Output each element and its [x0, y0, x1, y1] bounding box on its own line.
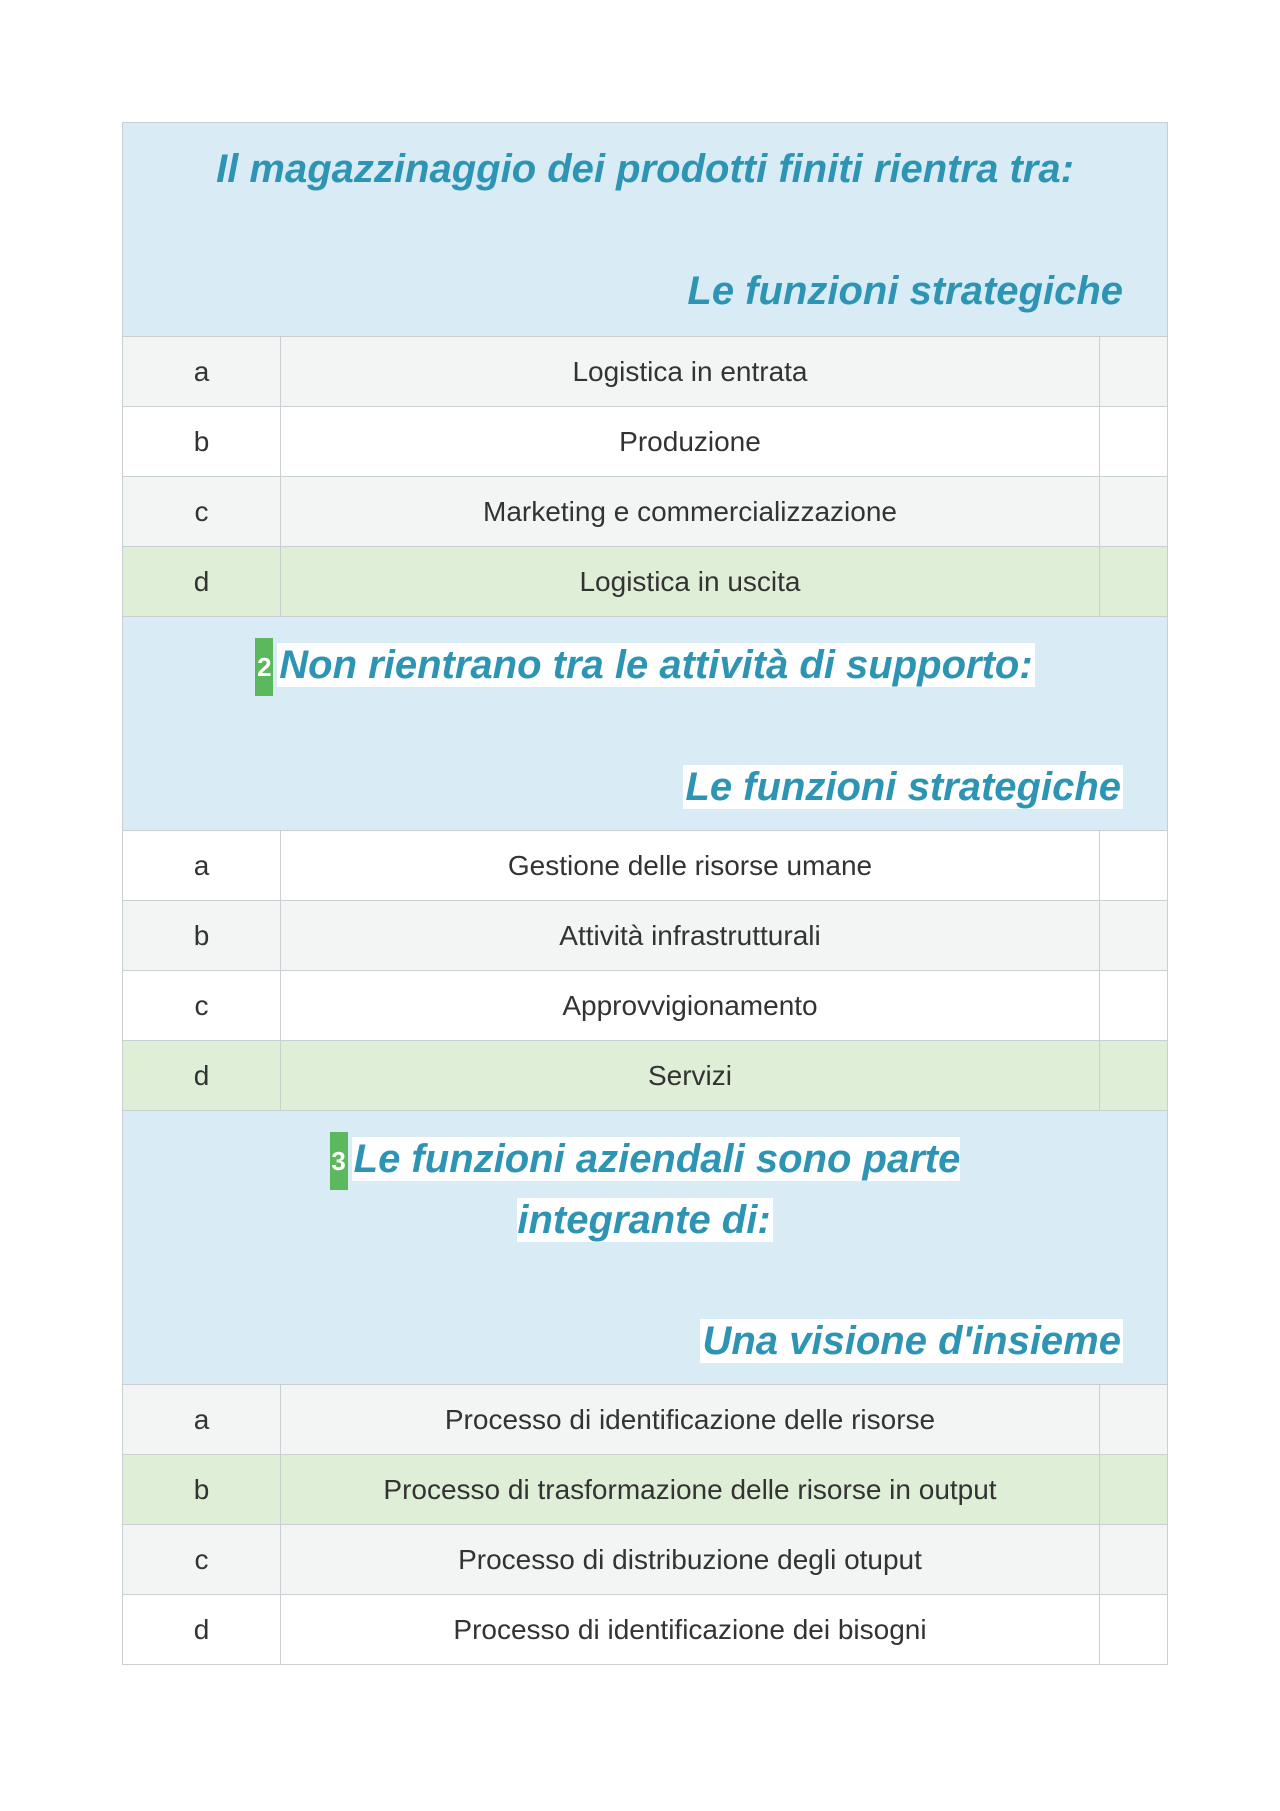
answer-mark-cell: [1100, 1525, 1167, 1594]
answer-row[interactable]: [123, 1385, 1167, 1455]
answer-text: Marketing e commercializzazione: [281, 477, 1100, 546]
answer-row-correct[interactable]: [123, 1455, 1167, 1525]
answer-text: Produzione: [281, 407, 1100, 476]
question-text-label: Il magazzinaggio dei prodotti finiti rientra tra:: [216, 147, 1074, 191]
answer-text: Logistica in uscita: [281, 547, 1100, 616]
answer-mark-cell: [1100, 901, 1167, 970]
answer-text: Processo di distribuzione degli otuput: [281, 1525, 1100, 1594]
answer-letter: a: [123, 337, 281, 406]
question-category: [683, 757, 1167, 817]
answer-mark-cell: [1100, 1595, 1167, 1664]
answer-letter: c: [123, 477, 281, 546]
category-label: Una visione d'insieme: [702, 1319, 1121, 1363]
answer-row[interactable]: [123, 971, 1167, 1041]
answer-letter: c: [123, 1525, 281, 1594]
answer-text: Processo di identificazione dei bisogni: [281, 1595, 1100, 1664]
question-text: [123, 123, 1167, 199]
answer-mark-cell: [1100, 1455, 1167, 1524]
question-header: [123, 123, 1167, 337]
answer-letter: a: [123, 1385, 281, 1454]
quiz-table: [122, 122, 1168, 1665]
answer-text: Processo di identificazione delle risorse: [281, 1385, 1100, 1454]
question-number-badge: 3: [330, 1132, 348, 1190]
answer-text: Approvvigionamento: [281, 971, 1100, 1040]
answer-text: Gestione delle risorse umane: [281, 831, 1100, 900]
answer-row[interactable]: [123, 337, 1167, 407]
question-text: [123, 1111, 1167, 1250]
answer-text: Servizi: [281, 1041, 1100, 1110]
answer-mark-cell: [1100, 407, 1167, 476]
question-category: [700, 1311, 1167, 1371]
answer-mark-cell: [1100, 337, 1167, 406]
answer-row[interactable]: [123, 407, 1167, 477]
question-text-label: Non rientrano tra le attività di supporto:: [279, 643, 1033, 687]
answer-row[interactable]: [123, 1595, 1167, 1665]
answer-row-correct[interactable]: [123, 547, 1167, 617]
answer-mark-cell: [1100, 971, 1167, 1040]
answer-letter: b: [123, 1455, 281, 1524]
answer-mark-cell: [1100, 1041, 1167, 1110]
answer-mark-cell: [1100, 831, 1167, 900]
answer-letter: d: [123, 1041, 281, 1110]
category-label: Le funzioni strategiche: [687, 269, 1123, 313]
answer-mark-cell: [1100, 1385, 1167, 1454]
answer-row[interactable]: [123, 477, 1167, 547]
question-header: [123, 617, 1167, 831]
question-number-badge: 2: [255, 638, 273, 696]
category-label: Le funzioni strategiche: [685, 765, 1121, 809]
answer-row[interactable]: [123, 1525, 1167, 1595]
answer-letter: a: [123, 831, 281, 900]
answer-row[interactable]: [123, 831, 1167, 901]
answer-mark-cell: [1100, 477, 1167, 546]
answer-letter: b: [123, 901, 281, 970]
answer-row[interactable]: [123, 901, 1167, 971]
answer-mark-cell: [1100, 547, 1167, 616]
answer-text: Logistica in entrata: [281, 337, 1100, 406]
answer-text: Processo di trasformazione delle risorse in output: [281, 1455, 1100, 1524]
answer-row-correct[interactable]: [123, 1041, 1167, 1111]
answer-letter: d: [123, 1595, 281, 1664]
question-text: [123, 617, 1167, 696]
answer-letter: d: [123, 547, 281, 616]
answer-letter: b: [123, 407, 281, 476]
question-header: [123, 1111, 1167, 1385]
answer-letter: c: [123, 971, 281, 1040]
question-category: [687, 261, 1167, 321]
answer-text: Attività infrastrutturali: [281, 901, 1100, 970]
question-text-label: Le funzioni aziendali sono parte integrante di:: [353, 1137, 961, 1243]
